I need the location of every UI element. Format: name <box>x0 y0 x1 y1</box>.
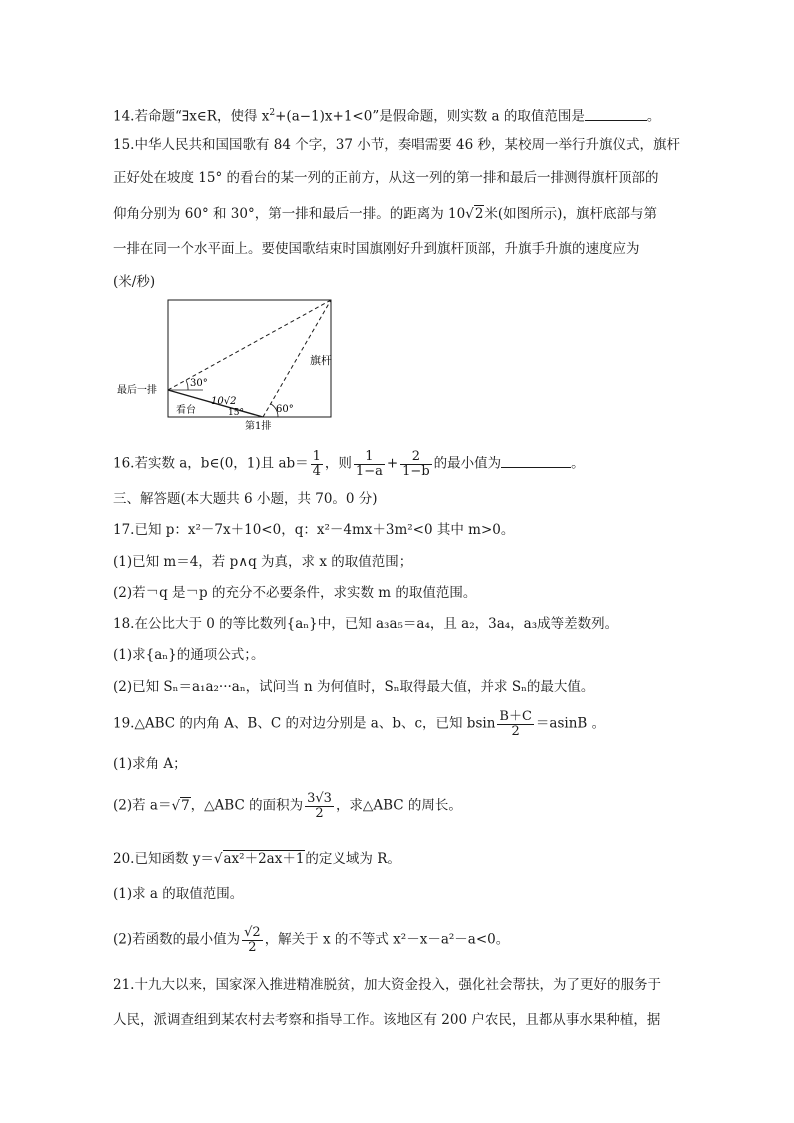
q15-line-3-post: 米(如图所示)，旗杆底部与第 <box>484 206 657 222</box>
question-14 <box>113 103 660 127</box>
q14-text-end: 。 <box>646 108 661 125</box>
q19-radicand: 7 <box>181 797 190 814</box>
q20-line-1 <box>113 849 401 869</box>
q18-line-1: 18.在公比大于 0 的等比数列{aₙ}中，已知 a₃a₅＝a₄，且 a₂，3a₄，a₃成等差数列。 <box>113 616 619 632</box>
q15-line-2: 正好处在坡度 15° 的看台的某一列的正前方，从这一列的第一排和最后一排测得旗杆顶部的 <box>113 170 659 186</box>
q15-line-5: (米/秒) <box>113 274 156 290</box>
q20-l3-pre: (2)若函数的最小值为 <box>113 931 241 948</box>
q16-text-end: 。 <box>571 455 585 472</box>
label-last-row: 最后一排 <box>117 385 157 396</box>
q14-text-start: 14.若命题“∃x∈R，使得 x <box>113 108 270 125</box>
q19-l3-pre: (2)若 a＝ <box>113 797 172 814</box>
q19-frac-num: B＋C <box>499 709 532 724</box>
q16-text-post: 的最小值为 <box>433 455 502 472</box>
q20-frac-den: 2 <box>248 939 257 955</box>
q16-plus: + <box>386 455 399 472</box>
q19-area-num: 3√3 <box>307 791 332 806</box>
q19-l3-post: ，求△ABC 的周长。 <box>335 797 462 814</box>
sight-line-last-row <box>168 300 331 390</box>
q16-f1-num: 1 <box>312 449 321 464</box>
q15-sqrt: √2 <box>465 206 484 222</box>
label-stand: 看台 <box>176 405 196 416</box>
q19-l1-pre: 19.△ABC 的内角 A、B、C 的对边分别是 a、b、c，已知 bsin <box>113 715 496 732</box>
q16-answer-blank <box>501 455 571 468</box>
q15-radicand: 2 <box>474 206 484 222</box>
figure-frame <box>168 300 331 417</box>
q20-l3-post: ，解关于 x 的不等式 x²－x－a²－a<0。 <box>264 931 510 948</box>
q16-f3-num: 2 <box>400 450 432 465</box>
q20-frac-num: √2 <box>244 925 261 940</box>
q16-fraction-3 <box>400 450 432 478</box>
q20-fraction <box>242 926 263 954</box>
q16-f2-num: 1 <box>354 450 385 465</box>
q15-line-3-pre: 仰角分别为 60° 和 30°，第一排和最后一排。的距离为 10 <box>113 206 466 222</box>
q21-line-1: 21.十九大以来，国家深入推进精准脱贫，加大资金投入，强化社会帮扶，为了更好的服务于 <box>113 977 661 993</box>
q21-line-2: 人民，派调查组到某农村去考察和指导工作。该地区有 200 户农民，且都从事水果种植，据 <box>113 1012 661 1028</box>
q16-fraction-2 <box>354 450 385 478</box>
q19-frac-den: 2 <box>511 723 520 739</box>
q19-area-fraction <box>305 792 334 820</box>
q20-line-2: (1)求 a 的取值范围。 <box>113 886 244 902</box>
q17-line-1: 17.已知 p：x²－7x＋10<0，q：x²－4mx＋3m²<0 其中 m>0。 <box>113 522 515 538</box>
q19-l3-mid: ，△ABC 的面积为 <box>190 797 304 814</box>
label-distance: 10√2 <box>211 396 237 407</box>
q14-exponent: 2 <box>269 108 276 118</box>
q15-line-3 <box>113 204 657 224</box>
q19-line-2: (1)求角 A； <box>113 756 187 772</box>
q17-line-2: (1)已知 m＝4，若 p∧q 为真，求 x 的取值范围； <box>113 554 413 570</box>
q14-answer-blank <box>585 108 647 121</box>
q19-area-den: 2 <box>315 805 324 821</box>
q16-f3-den: 1−b <box>402 463 430 479</box>
q20-sqrt: √ax²＋2ax＋1 <box>213 851 305 867</box>
q19-l1-post: ＝asinB 。 <box>535 715 606 732</box>
q16-fraction-1 <box>311 450 323 478</box>
label-angle-15: 15° <box>228 408 244 418</box>
q16-f1-den: 4 <box>312 463 321 479</box>
q20-l1-pre: 20.已知函数 y＝ <box>113 851 214 867</box>
q16-text-mid: ，则 <box>324 455 352 472</box>
q19-fraction <box>497 710 534 738</box>
q18-line-3: (2)已知 Sₙ＝a₁a₂···aₙ，试问当 n 为何值时，Sₙ取得最大值，并求 Sₙ的最大值。 <box>113 679 595 695</box>
question-16 <box>113 450 585 478</box>
label-angle-60: 60° <box>276 404 294 415</box>
q15-line-1: 15.中华人民共和国国歌有 84 个字，37 小节，奏唱需要 46 秒，某校周一举行升旗仪式，旗杆 <box>113 137 680 153</box>
label-first-row: 第1排 <box>245 421 272 432</box>
q19-line-1 <box>113 710 605 738</box>
q16-text-start: 16.若实数 a，b∈(0，1)且 ab＝ <box>113 455 309 472</box>
q17-line-3: (2)若￢q 是￢p 的充分不必要条件，求实数 m 的取值范围。 <box>113 585 477 601</box>
q20-line-3 <box>113 926 509 954</box>
q20-radicand: ax²＋2ax＋1 <box>223 851 305 867</box>
q20-l1-post: 的定义域为 R。 <box>305 851 401 867</box>
q19-line-3 <box>113 792 462 820</box>
q18-line-2: (1)求{aₙ}的通项公式；。 <box>113 647 265 663</box>
section-3-heading: 三、解答题(本大题共 6 小题，共 70。0 分) <box>113 491 378 507</box>
q15-line-4: 一排在同一个水平面上。要使国歌结束时国旗刚好升到旗杆顶部，升旗手升旗的速度应为 <box>113 241 640 257</box>
label-pole: 旗杆 <box>310 354 332 367</box>
label-angle-30: 30° <box>190 378 208 389</box>
q19-sqrt: √7 <box>171 797 190 814</box>
arc-30 <box>186 380 188 390</box>
q14-text-mid: +(a−1)x+1<0”是假命题，则实数 a 的取值范围是 <box>275 108 585 125</box>
q16-f2-den: 1−a <box>355 463 383 479</box>
flagpole-figure <box>113 292 343 432</box>
